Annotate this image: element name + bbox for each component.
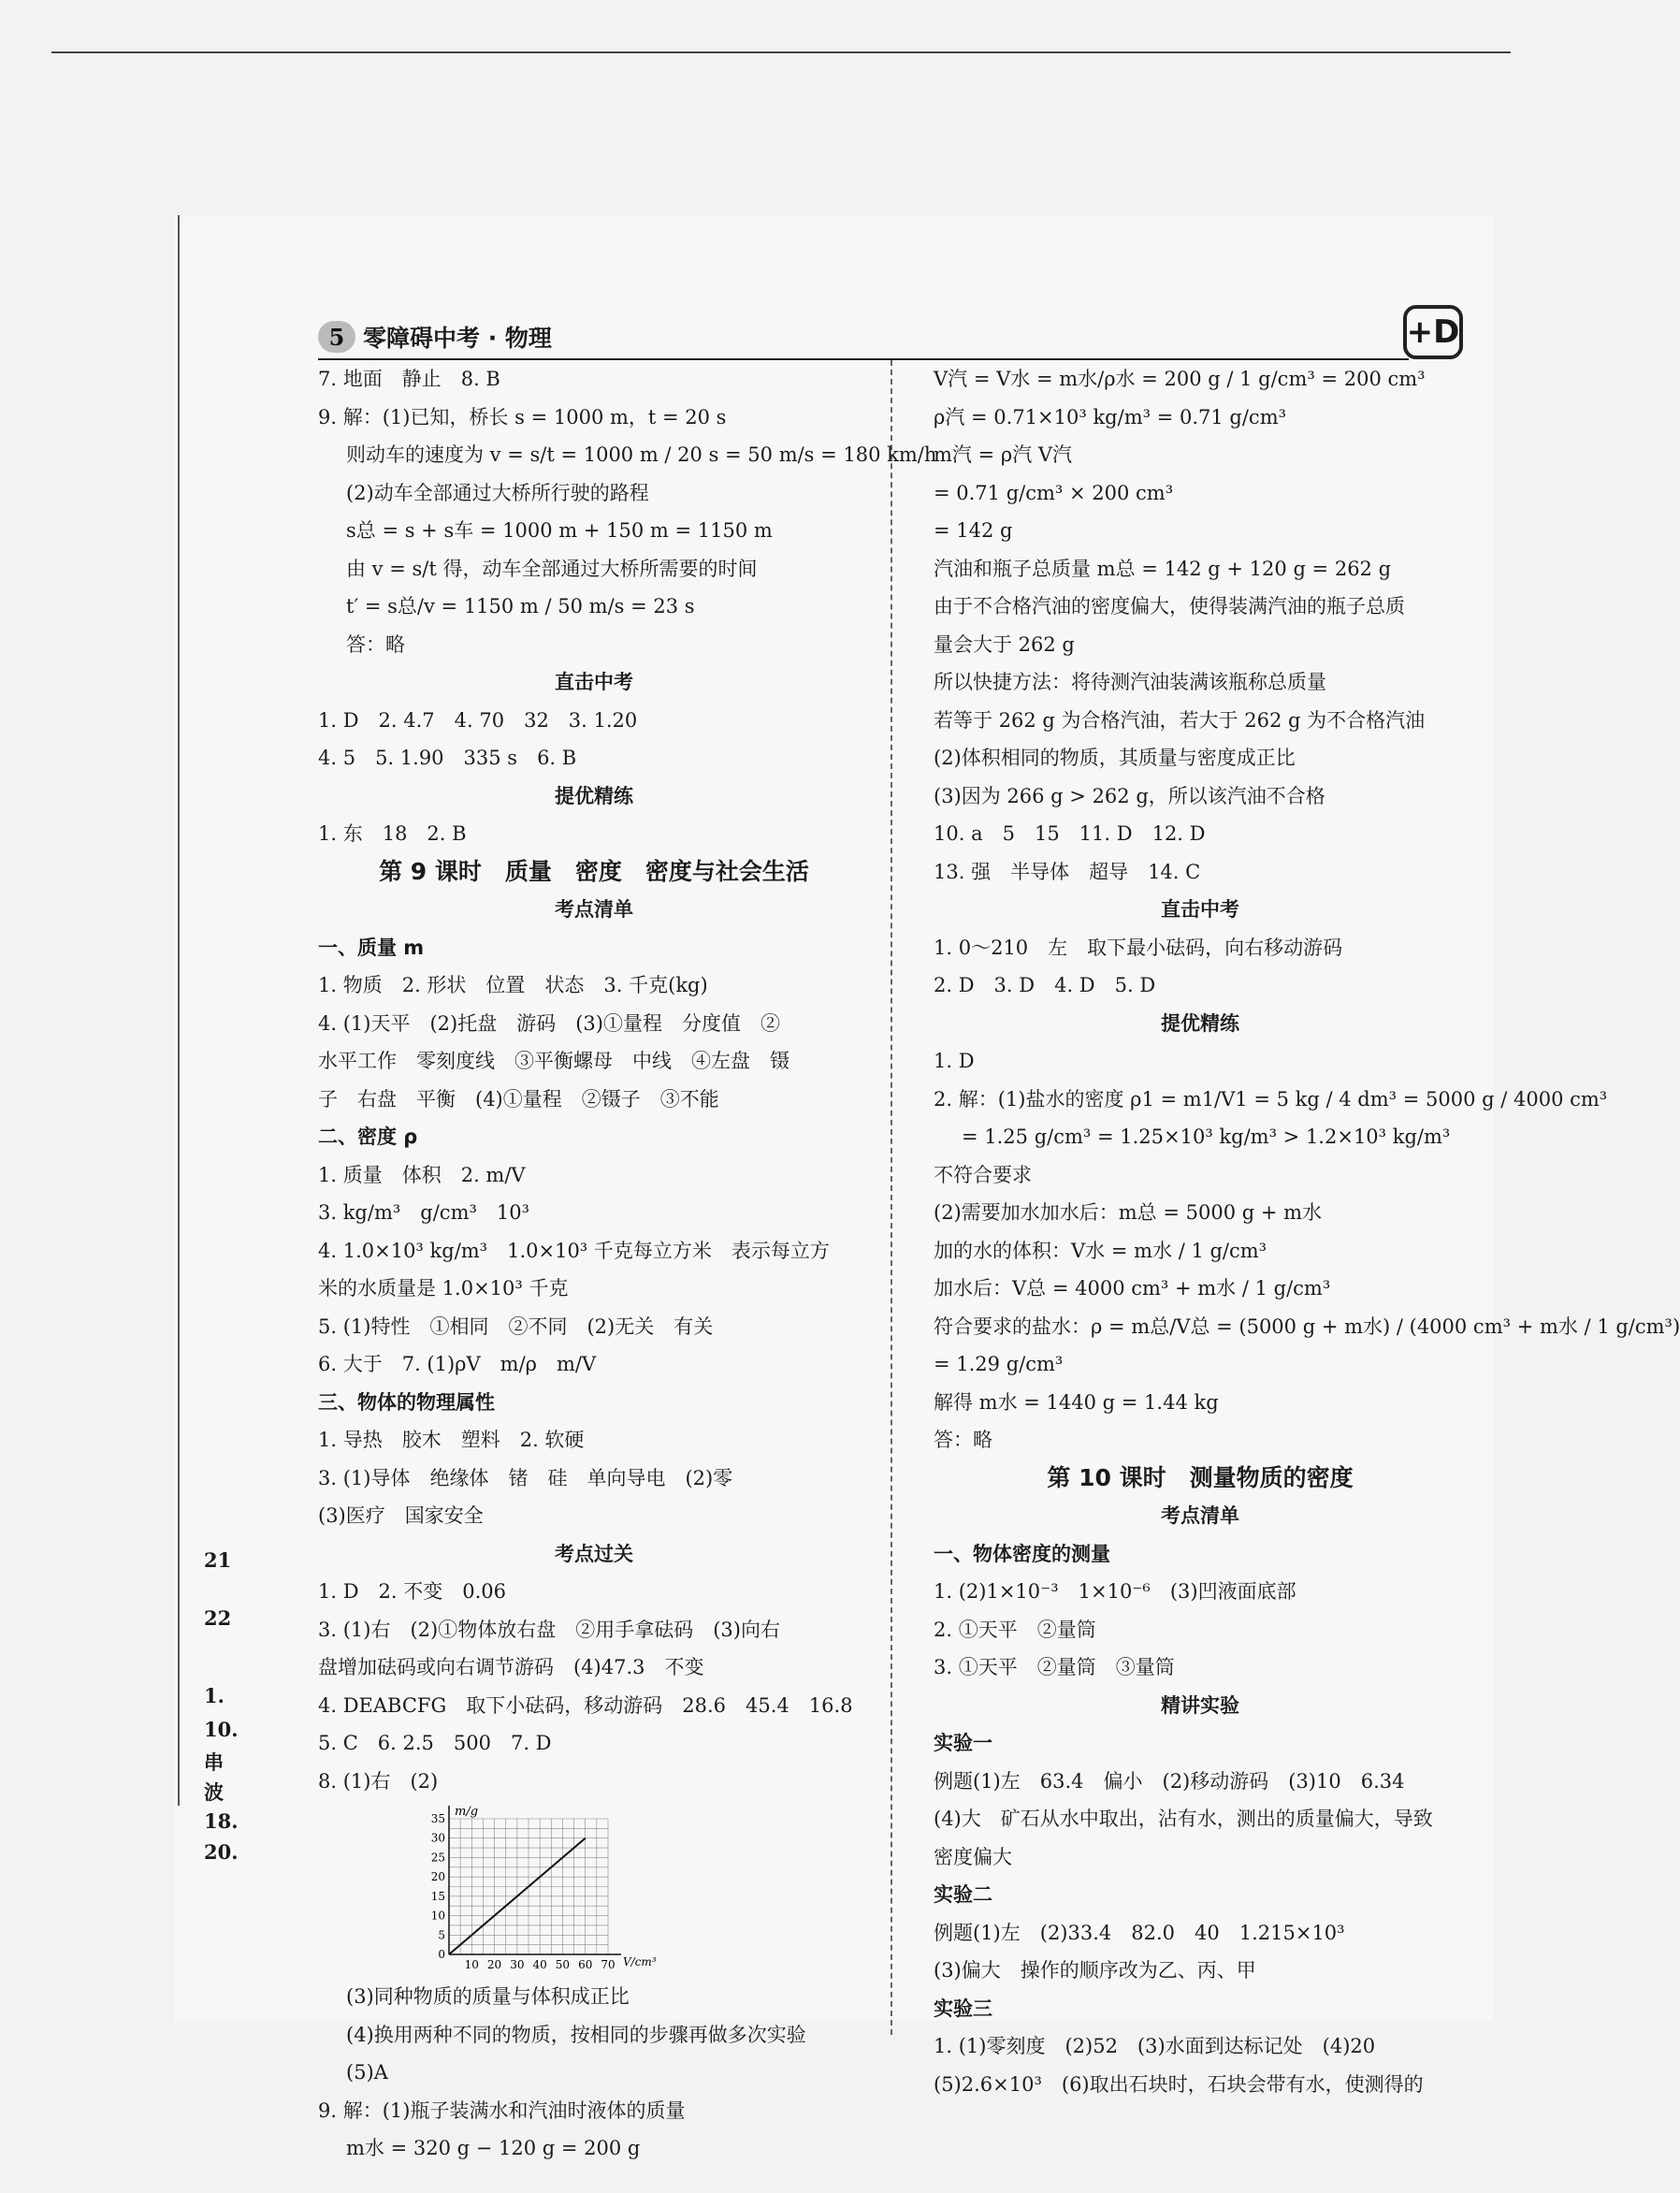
left_column-line: 考点过关 (555, 1542, 633, 1565)
y-axis-label: m/g (455, 1805, 479, 1819)
left_column-line: 1. 物质 2. 形状 位置 状态 3. 千克(kg) (318, 974, 708, 996)
right_column-line: (2)体积相同的物质，其质量与密度成正比 (934, 747, 1296, 769)
left_column-line: 4. 1.0×10³ kg/m³ 1.0×10³ 千克每立方米 表示每立方 (318, 1239, 830, 1262)
left_column-line: 则动车的速度为 v = s/t = 1000 m / 20 s = 50 m/s = 180 km/h (346, 443, 937, 466)
left_column-line: 提优精练 (555, 784, 633, 807)
left_column-line: t′ = s总/v = 1150 m / 50 m/s = 23 s (346, 595, 695, 617)
right_column-line: 13. 强 半导体 超导 14. C (934, 860, 1201, 883)
left_column-line: 三、物体的物理属性 (318, 1390, 495, 1414)
left_column-line: 考点清单 (555, 898, 633, 921)
left_column-line: 直击中考 (555, 671, 633, 693)
right_column-line: 由于不合格汽油的密度偏大，使得装满汽油的瓶子总质 (934, 595, 1405, 617)
right_column-line: 直击中考 (1161, 898, 1239, 921)
right_column-line: 例题(1)左 (2)33.4 82.0 40 1.215×10³ (934, 1921, 1345, 1944)
y-tick-label: 10 (430, 1909, 445, 1923)
right_column-line: 加的水的体积：V水 = m水 / 1 g/cm³ (934, 1239, 1267, 1262)
left_column-line: 子 右盘 平衡 (4)①量程 ②镊子 ③不能 (318, 1087, 719, 1111)
left_column-line: 4. (1)天平 (2)托盘 游码 (3)①量程 分度值 ② (318, 1011, 780, 1035)
right_column-line: 量会大于 262 g (934, 632, 1075, 656)
y-tick-label: 20 (430, 1870, 445, 1884)
right_column-line: 考点清单 (1161, 1504, 1239, 1527)
left_column-line: 1. 质量 体积 2. m/V (318, 1163, 526, 1186)
left_column-line: 4. DEABCFG 取下小砝码，移动游码 28.6 45.4 16.8 (318, 1693, 853, 1717)
right_column-line: = 1.25 g/cm³ = 1.25×10³ kg/m³ > 1.2×10³ kg/m³ (962, 1126, 1451, 1148)
left_column-line: 1. 东 18 2. B (318, 822, 467, 845)
left_column-line: (3)医疗 国家安全 (318, 1504, 484, 1527)
left-border-line (178, 215, 180, 1806)
right_column-line: (2)需要加水加水后：m总 = 5000 g + m水 (934, 1201, 1323, 1224)
left_column-line: 3. (1)导体 绝缘体 锗 硅 单向导电 (2)零 (318, 1466, 733, 1489)
margin-mark: 串 (204, 1750, 224, 1774)
page-header (318, 320, 552, 354)
left_column-line: 4. 5 5. 1.90 335 s 6. B (318, 747, 577, 769)
y-tick-label: 35 (430, 1812, 445, 1825)
right_column-line: 1. 0～210 左 取下最小砝码，向右移动游码 (934, 936, 1343, 959)
x-tick-label: 40 (532, 1958, 547, 1971)
right_column-line: 10. a 5 15 11. D 12. D (934, 822, 1206, 845)
x-tick-label: 30 (510, 1958, 525, 1971)
top-border-line (51, 51, 1511, 53)
page-number: 5 (318, 321, 355, 353)
right_column-line: 实验二 (934, 1883, 992, 1906)
left_column-line: (5)A (346, 2061, 388, 2084)
right_column-line: 2. ①天平 ②量筒 (934, 1618, 1096, 1641)
left_column-line: 8. (1)右 (2) (318, 1769, 439, 1793)
left_column-line: (2)动车全部通过大桥所行驶的路程 (346, 481, 649, 504)
right_column-line: 第 10 课时 测量物质的密度 (1047, 1463, 1354, 1491)
right_column-line: (4)大 矿石从水中取出，沾有水，测出的质量偏大，导致 (934, 1808, 1433, 1830)
left_column-line: 9. 解：(1)瓶子装满水和汽油时液体的质量 (318, 2099, 686, 2122)
right_column-line: 2. D 3. D 4. D 5. D (934, 974, 1156, 996)
left_column-line: 水平工作 零刻度线 ③平衡螺母 中线 ④左盘 镊 (318, 1050, 789, 1072)
left_column-line: 二、密度 ρ (318, 1126, 418, 1148)
right_column-line: 若等于 262 g 为合格汽油，若大于 262 g 为不合格汽油 (934, 708, 1426, 732)
left_column-line: 一、质量 m (318, 936, 425, 959)
right_column-line: 汽油和瓶子总质量 m总 = 142 g + 120 g = 262 g (934, 557, 1392, 580)
left_column-line: (3)同种物质的质量与体积成正比 (346, 1985, 630, 2008)
margin-mark: 21 (204, 1548, 232, 1572)
left_column-line: 由 v = s/t 得，动车全部通过大桥所需要的时间 (346, 557, 758, 580)
mass-volume-chart (318, 1800, 870, 1978)
right_column-line: 解得 m水 = 1440 g = 1.44 kg (934, 1390, 1219, 1414)
margin-mark: 22 (204, 1606, 232, 1630)
right_column-line: 符合要求的盐水：ρ = m总/V总 = (5000 g + m水) / (4000 cm³ + m水 / 1 g/cm³) (934, 1314, 1680, 1338)
y-tick-label: 30 (430, 1831, 445, 1845)
right_column-line: 3. ①天平 ②量筒 ③量筒 (934, 1656, 1175, 1678)
x-tick-label: 50 (555, 1958, 571, 1971)
left_column-line: 1. 导热 胶木 塑料 2. 软硬 (318, 1429, 585, 1451)
right_column-line: = 142 g (934, 519, 1013, 542)
y-tick-label: 0 (438, 1948, 445, 1961)
right_column-line: 加水后：V总 = 4000 cm³ + m水 / 1 g/cm³ (934, 1277, 1331, 1300)
left_column-line: (4)换用两种不同的物质，按相同的步骤再做多次实验 (346, 2023, 806, 2046)
left_column-line: 9. 解：(1)已知，桥长 s = 1000 m，t = 20 s (318, 405, 727, 428)
left_column-line: 答：略 (346, 632, 405, 656)
margin-mark: 20. (204, 1840, 239, 1864)
right_column-line: (3)偏大 操作的顺序改为乙、丙、甲 (934, 1959, 1256, 1982)
right_column-line: 1. D (934, 1050, 975, 1072)
left_column-line: m水 = 320 g − 120 g = 200 g (346, 2137, 641, 2159)
left_column-line: 1. D 2. 4.7 4. 70 32 3. 1.20 (318, 708, 638, 732)
left_column-line: 第 9 课时 质量 密度 密度与社会生活 (379, 857, 809, 885)
left_column-line: 6. 大于 7. (1)ρV m/ρ m/V (318, 1353, 597, 1375)
right_column-line: 2. 解：(1)盐水的密度 ρ1 = m1/V1 = 5 kg / 4 dm³ = 5000 g / 4000 cm³ (934, 1087, 1608, 1111)
left-column (318, 360, 937, 2168)
right_column-line: 不符合要求 (934, 1163, 1032, 1186)
x-tick-label: 20 (486, 1958, 502, 1971)
left_column-line: 3. kg/m³ g/cm³ 10³ (318, 1201, 530, 1224)
margin-mark: 18. (204, 1809, 239, 1833)
y-tick-label: 25 (430, 1851, 445, 1865)
right_column-line: m汽 = ρ汽 V汽 (934, 443, 1073, 466)
right_column-line: 答：略 (934, 1429, 992, 1451)
right_column-line: 实验一 (934, 1732, 992, 1754)
right_column-line: 1. (2)1×10⁻³ 1×10⁻⁶ (3)凹液面底部 (934, 1580, 1296, 1603)
right_column-line: (3)因为 266 g > 262 g，所以该汽油不合格 (934, 784, 1325, 807)
right_column-line: = 1.29 g/cm³ (934, 1353, 1064, 1375)
left_column-line: 5. (1)特性 ①相同 ②不同 (2)无关 有关 (318, 1314, 714, 1338)
right_column-line: 提优精练 (1161, 1011, 1239, 1035)
left_column-line: s总 = s + s车 = 1000 m + 150 m = 1150 m (346, 519, 773, 542)
column-divider (891, 360, 892, 2035)
right_column-line: = 0.71 g/cm³ × 200 cm³ (934, 481, 1174, 504)
x-tick-label: 70 (601, 1958, 616, 1971)
left_column-line: 盘增加砝码或向右调节游码 (4)47.3 不变 (318, 1656, 704, 1678)
right_column-line: 所以快捷方法：将待测汽油装满该瓶称总质量 (934, 671, 1326, 693)
right_column-line: 实验三 (934, 1997, 992, 2020)
left_column-line: 7. 地面 静止 8. B (318, 368, 500, 390)
right-column (934, 360, 1680, 2103)
right_column-line: (5)2.6×10³ (6)取出石块时，石块会带有水，使测得的 (934, 2072, 1424, 2096)
right_column-line: ρ汽 = 0.71×10³ kg/m³ = 0.71 g/cm³ (934, 405, 1287, 428)
left_column-line: 3. (1)右 (2)①物体放右盘 ②用手拿砝码 (3)向右 (318, 1618, 780, 1641)
book-title: 零障碍中考 · 物理 (363, 325, 552, 352)
left_column-line: 1. D 2. 不变 0.06 (318, 1580, 507, 1603)
x-axis-label: V/cm³ (623, 1955, 657, 1968)
right_column-line: 1. (1)零刻度 (2)52 (3)水面到达标记处 (4)20 (934, 2035, 1376, 2057)
left_column-line: 5. C 6. 2.5 500 7. D (318, 1732, 552, 1754)
margin-mark: 1. (204, 1684, 224, 1707)
right_column-line: 密度偏大 (934, 1845, 1012, 1868)
right_column-line: 例题(1)左 63.4 偏小 (2)移动游码 (3)10 6.34 (934, 1769, 1405, 1793)
x-tick-label: 60 (578, 1958, 593, 1971)
margin-mark: 10. (204, 1718, 239, 1741)
right_column-line: V汽 = V水 = m水/ρ水 = 200 g / 1 g/cm³ = 200 cm³ (934, 368, 1426, 390)
y-tick-label: 15 (430, 1889, 445, 1903)
x-tick-label: 10 (464, 1958, 479, 1971)
margin-mark: 波 (204, 1780, 224, 1804)
left_column-line: 米的水质量是 1.0×10³ 千克 (318, 1277, 569, 1300)
right_column-line: 精讲实验 (1161, 1693, 1239, 1717)
right_column-line: 一、物体密度的测量 (934, 1542, 1110, 1565)
chart-svg (412, 1800, 657, 1978)
y-tick-label: 5 (438, 1928, 445, 1942)
publisher-logo-icon: +D (1403, 305, 1463, 359)
